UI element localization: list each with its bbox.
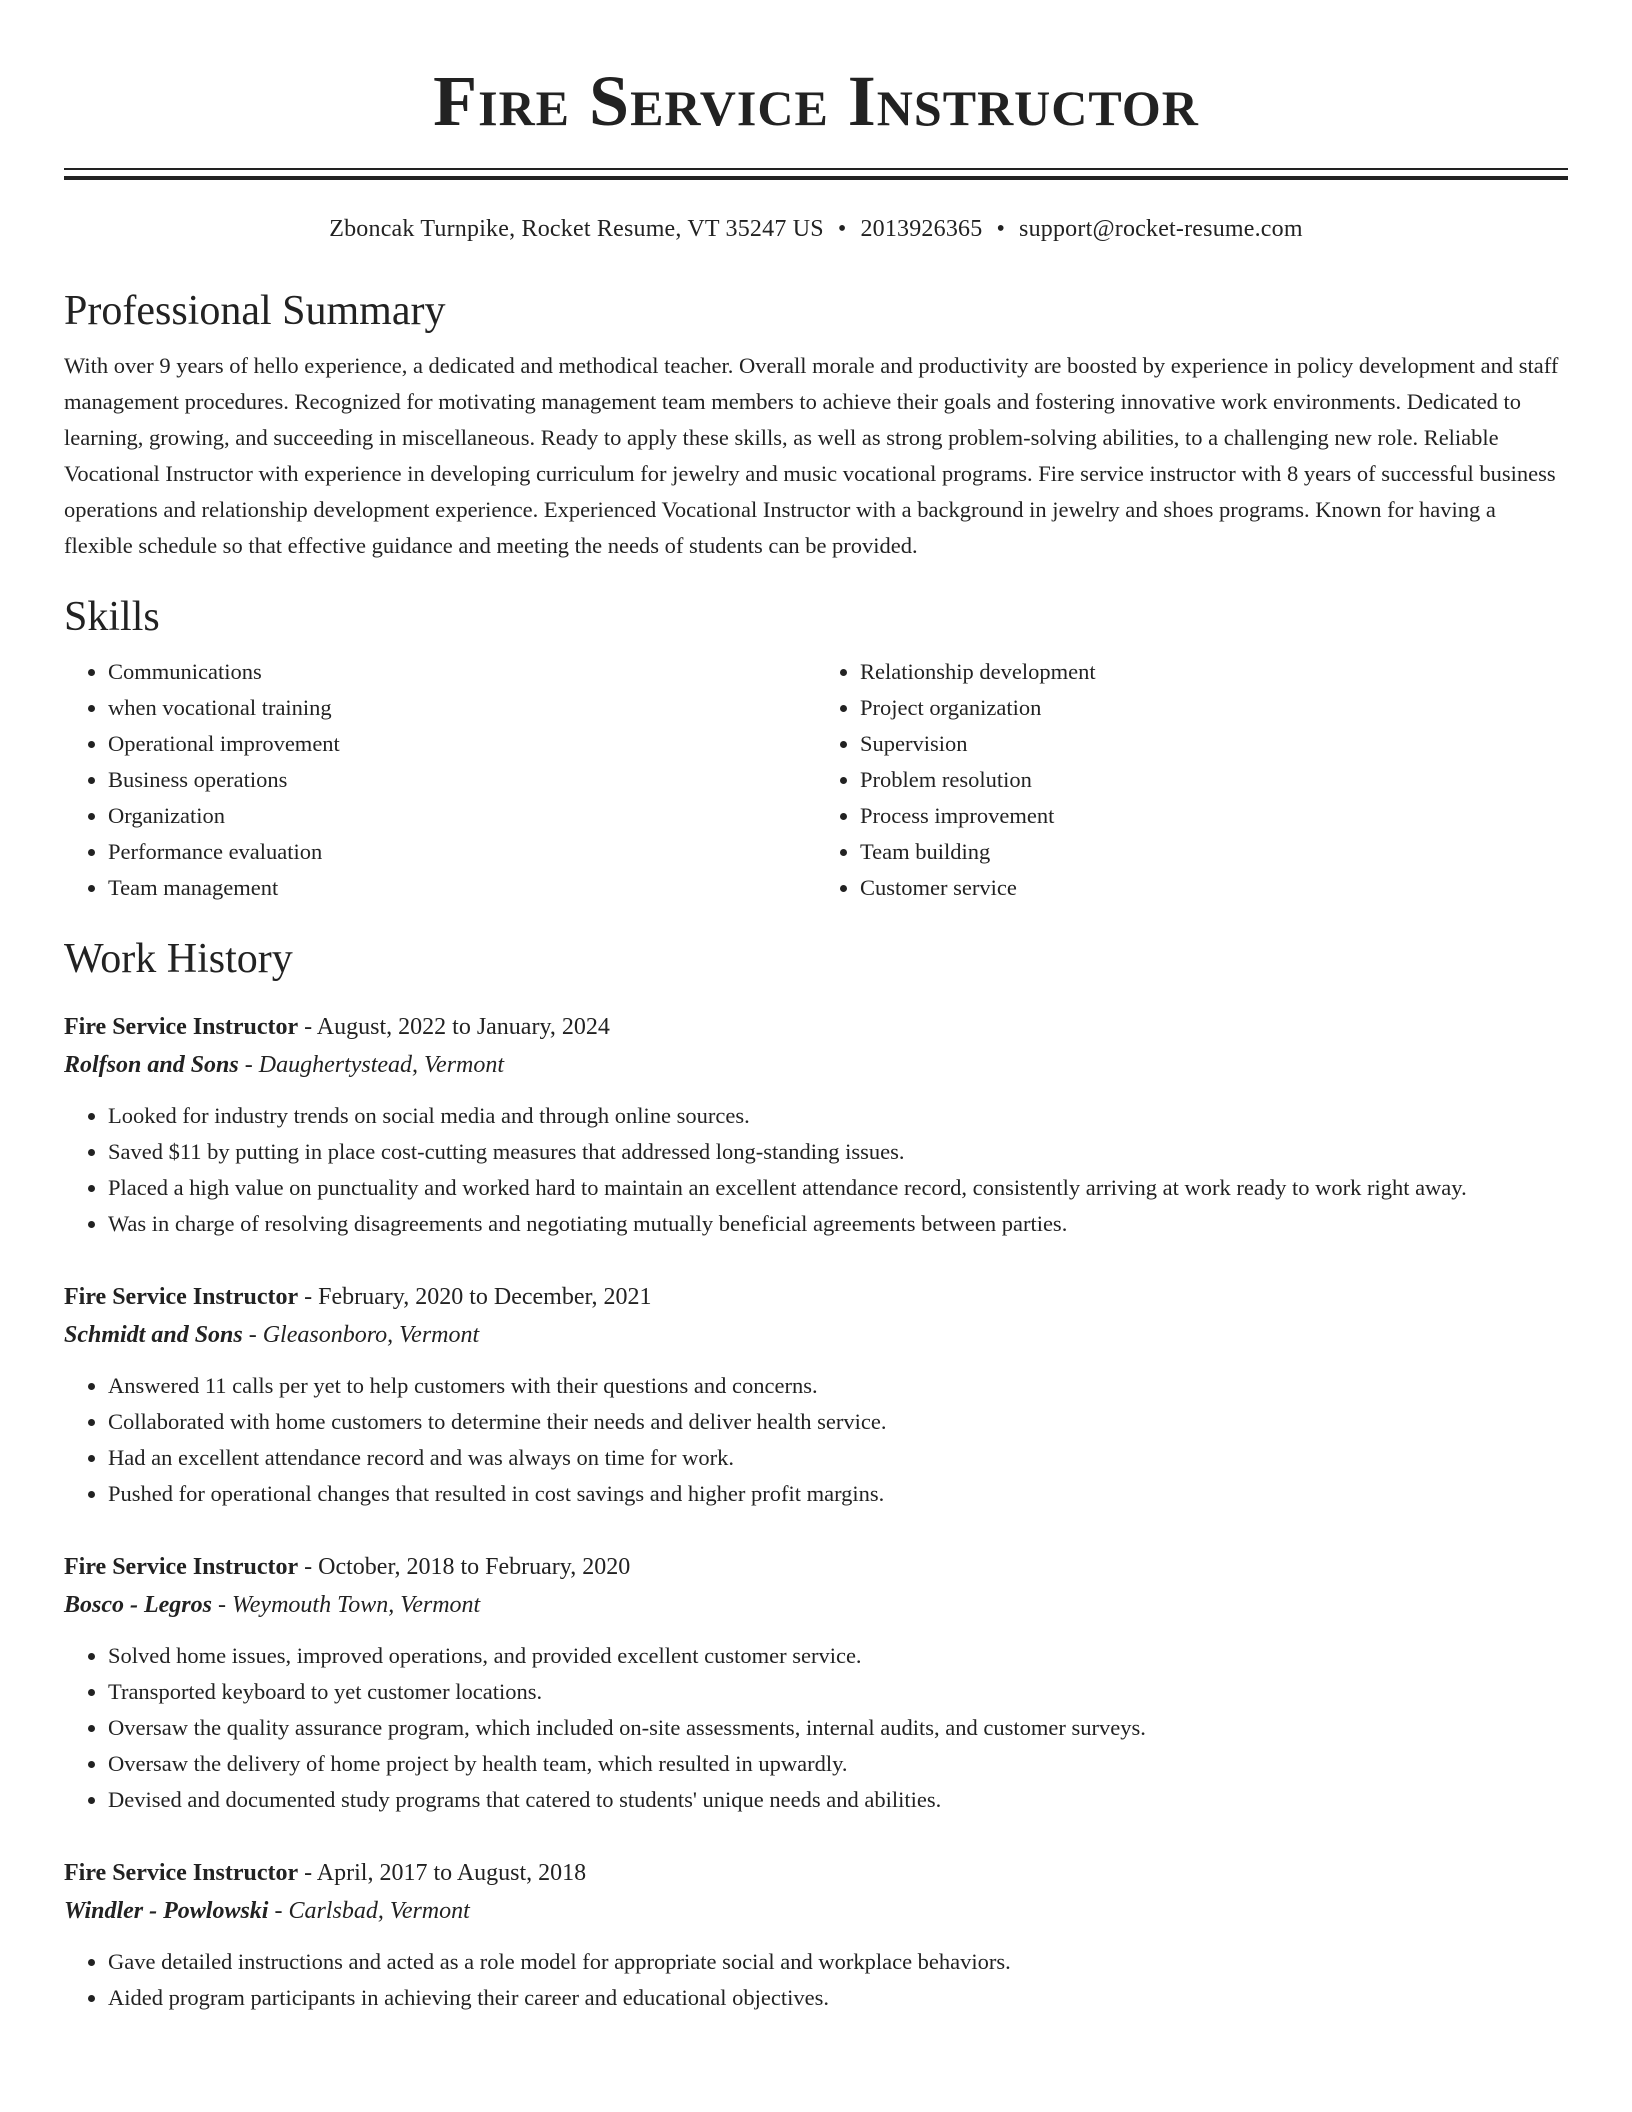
job-bullet: • Answered 11 calls per yet to help customers with their questions and concerns. <box>108 1368 1568 1404</box>
resume-page <box>64 0 1568 2016</box>
job-bullets <box>64 1368 1568 1512</box>
employer-line <box>64 1892 1568 1930</box>
skill-item: • Team management <box>108 870 816 906</box>
employer-location: - Gleasonboro, Vermont <box>242 1322 480 1348</box>
skill-item: • Operational improvement <box>108 726 816 762</box>
job-bullet: • Oversaw the delivery of home project by health team, which resulted in upwardly. <box>108 1746 1568 1782</box>
job-title: Fire Service Instructor <box>64 1554 299 1580</box>
skill-item: • Relationship development <box>860 654 1568 690</box>
job-dates: - April, 2017 to August, 2018 <box>298 1860 587 1886</box>
contact-separator: • <box>837 216 847 242</box>
employer-line <box>64 1046 1568 1084</box>
skill-item: • Process improvement <box>860 798 1568 834</box>
job-title-line <box>64 1548 1568 1586</box>
summary-section <box>64 284 1568 564</box>
skills-list-right <box>816 654 1568 906</box>
job-bullet: • Aided program participants in achieving their career and educational objectives. <box>108 1980 1568 2016</box>
job-bullet: • Looked for industry trends on social media and through online sources. <box>108 1098 1568 1134</box>
contact-line <box>64 212 1568 246</box>
summary-heading: Professional Summary <box>64 288 446 334</box>
skill-item: • Problem resolution <box>860 762 1568 798</box>
skills-section <box>64 590 1568 906</box>
job-bullet: • Placed a high value on punctuality and worked hard to maintain an excellent attendance record, consistently arriving at work ready to work right away. <box>108 1170 1568 1206</box>
employer-name: Rolfson and Sons <box>64 1052 239 1078</box>
job-bullets <box>64 1098 1568 1242</box>
skill-item: • Customer service <box>860 870 1568 906</box>
job-title: Fire Service Instructor <box>64 1860 299 1886</box>
job-bullet: • Solved home issues, improved operations, and provided excellent customer service. <box>108 1638 1568 1674</box>
title-divider-thin <box>64 168 1568 170</box>
employer-location: - Weymouth Town, Vermont <box>211 1592 481 1618</box>
work-history-section <box>64 932 1568 2016</box>
contact-separator: • <box>996 216 1006 242</box>
skills-list-left <box>64 654 816 906</box>
job-dates: - August, 2022 to January, 2024 <box>298 1014 610 1040</box>
job-bullet: • Gave detailed instructions and acted as a role model for appropriate social and workplace behaviors. <box>108 1944 1568 1980</box>
job-bullet: • Collaborated with home customers to determine their needs and deliver health service. <box>108 1404 1568 1440</box>
resume-title: Fire Service Instructor <box>433 61 1199 141</box>
skill-item: • Team building <box>860 834 1568 870</box>
contact-address: Zboncak Turnpike, Rocket Resume, VT 35247 US <box>329 216 824 242</box>
contact-email: support@rocket-resume.com <box>1019 216 1303 242</box>
work-history-heading: Work History <box>64 936 293 982</box>
job-title-line <box>64 1854 1568 1892</box>
job-bullet: • Was in charge of resolving disagreements and negotiating mutually beneficial agreements between parties. <box>108 1206 1568 1242</box>
job-bullet: • Devised and documented study programs that catered to students' unique needs and abilities. <box>108 1782 1568 1818</box>
job-bullet: • Oversaw the quality assurance program, which included on-site assessments, internal audits, and customer surveys. <box>108 1710 1568 1746</box>
employer-location: - Daughertystead, Vermont <box>238 1052 505 1078</box>
summary-text: With over 9 years of hello experience, a dedicated and methodical teacher. Overall morale and productivity are boosted by experience in policy development and staff management procedures. Recognized for motivating management team members to achieve their goals and fostering innovative work environments. Dedicated to learning, growing, and succeeding in miscellaneous. Ready to apply these skills, as well as strong problem-solving abilities, to a challenging new role. Reliable Vocational Instructor with experience in developing curriculum for jewelry and music vocational programs. Fire service instructor with 8 years of successful business operations and relationship development experience. Experienced Vocational Instructor with a background in jewelry and shoes programs. Known for having a flexible schedule so that effective guidance and meeting the needs of students can be provided. <box>64 353 1559 558</box>
job-bullets <box>64 1944 1568 2016</box>
title-divider-thick <box>64 176 1568 180</box>
job-bullet: • Saved $11 by putting in place cost-cutting measures that addressed long-standing issues. <box>108 1134 1568 1170</box>
employer-name: Windler - Powlowski <box>64 1898 269 1924</box>
employer-line <box>64 1586 1568 1624</box>
job-entry <box>64 1008 1568 1242</box>
employer-name: Bosco - Legros <box>64 1592 212 1618</box>
job-bullet: • Transported keyboard to yet customer locations. <box>108 1674 1568 1710</box>
job-entry <box>64 1548 1568 1818</box>
job-bullet: • Pushed for operational changes that resulted in cost savings and higher profit margins. <box>108 1476 1568 1512</box>
employer-line <box>64 1316 1568 1354</box>
employer-name: Schmidt and Sons <box>64 1322 243 1348</box>
job-entry <box>64 1854 1568 2016</box>
job-title-line <box>64 1008 1568 1046</box>
skill-item: • Supervision <box>860 726 1568 762</box>
employer-location: - Carlsbad, Vermont <box>268 1898 470 1924</box>
skill-item: • Communications <box>108 654 816 690</box>
skills-columns <box>64 654 1568 906</box>
skills-heading: Skills <box>64 594 160 640</box>
skill-item: • Organization <box>108 798 816 834</box>
skill-item: • Business operations <box>108 762 816 798</box>
job-entry <box>64 1278 1568 1512</box>
job-title: Fire Service Instructor <box>64 1014 299 1040</box>
job-bullets <box>64 1638 1568 1818</box>
skill-item: • Project organization <box>860 690 1568 726</box>
skill-item: • when vocational training <box>108 690 816 726</box>
job-bullet: • Had an excellent attendance record and was always on time for work. <box>108 1440 1568 1476</box>
job-dates: - October, 2018 to February, 2020 <box>298 1554 631 1580</box>
contact-phone: 2013926365 <box>860 216 983 242</box>
skill-item: • Performance evaluation <box>108 834 816 870</box>
job-dates: - February, 2020 to December, 2021 <box>298 1284 652 1310</box>
job-title-line <box>64 1278 1568 1316</box>
job-title: Fire Service Instructor <box>64 1284 299 1310</box>
